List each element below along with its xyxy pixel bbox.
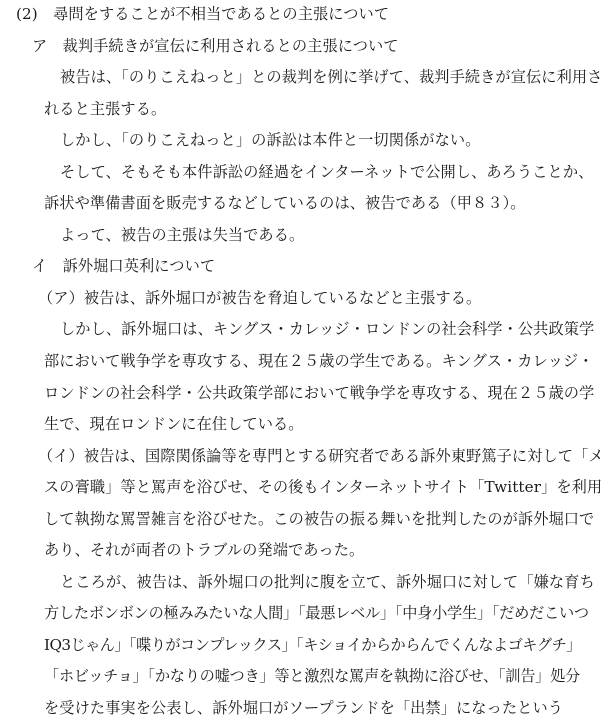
paragraph-line: ロンドンの社会科学・公共政策学部において戦争学を専攻する、現在２５歳の学 xyxy=(44,384,595,402)
paragraph-line: ところが、被告は、訴外堀口の批判に腹を立て、訴外堀口に対して「嫌な育ち xyxy=(60,573,595,591)
paragraph-line: して執拗な罵詈雑言を浴びせた。この被告の振る舞いを批判したのが訴外堀口で xyxy=(44,510,595,528)
paragraph-line: そして、そもそも本件訴訟の経過をインターネットで公開し、あろうことか、 xyxy=(60,163,594,181)
paragraph-line: あり、それが両者のトラブルの発端であった。 xyxy=(44,541,365,559)
paragraph-line: 「ホビッチョ」「かなりの嘘つき」等と激烈な罵声を執拗に浴びせ、「訓告」処分 xyxy=(44,667,580,685)
subsection-heading-i: イ 訴外堀口英利について xyxy=(32,257,216,275)
item-a-line: （ア）被告は、訴外堀口が被告を脅迫しているなどと主張する。 xyxy=(38,289,482,307)
subsection-heading-a: ア 裁判手続きが宣伝に利用されるとの主張について xyxy=(32,37,399,55)
paragraph-line: IQ3じゃん」「喋りがコンプレックス」「キショイからからんでくんなよゴキグチ」 xyxy=(44,636,581,654)
section-heading: (2) 尋問をすることが不相当であるとの主張について xyxy=(16,5,390,23)
paragraph-line: よって、被告の主張は失当である。 xyxy=(60,226,305,244)
paragraph-line: 被告は、「のりこえねっと」との裁判を例に挙げて、裁判手続きが宣伝に利用さ xyxy=(60,68,603,86)
paragraph-line: れると主張する。 xyxy=(44,100,167,118)
paragraph-line: しかし、訴外堀口は、キングス・カレッジ・ロンドンの社会科学・公共政策学 xyxy=(60,320,595,338)
paragraph-line: 生で、現在ロンドンに在住している。 xyxy=(44,415,304,433)
paragraph-line: しかし、「のりこえねっと」の訴訟は本件と一切関係がない。 xyxy=(60,131,481,149)
paragraph-line: スの膏職」等と罵声を浴びせ、その後もインターネットサイト「Twitter」を利用 xyxy=(44,478,603,496)
paragraph-line: 訴状や準備書面を販売するなどしているのは、被告である（甲８３）。 xyxy=(44,194,526,212)
item-i-line: （イ）被告は、国際関係論等を専門とする研究者である訴外東野篤子に対して「メ xyxy=(38,447,604,465)
paragraph-line: 方したボンボンの極みみたいな人間」「最悪レベル」「中身小学生」「だめだこいつ xyxy=(44,604,589,622)
paragraph-line: を受けた事実を公表し、訴外堀口がソープランドを「出禁」になったという xyxy=(44,699,564,717)
paragraph-line: 部において戦争学を専攻する、現在２５歳の学生である。キングス・カレッジ・ xyxy=(44,352,594,370)
